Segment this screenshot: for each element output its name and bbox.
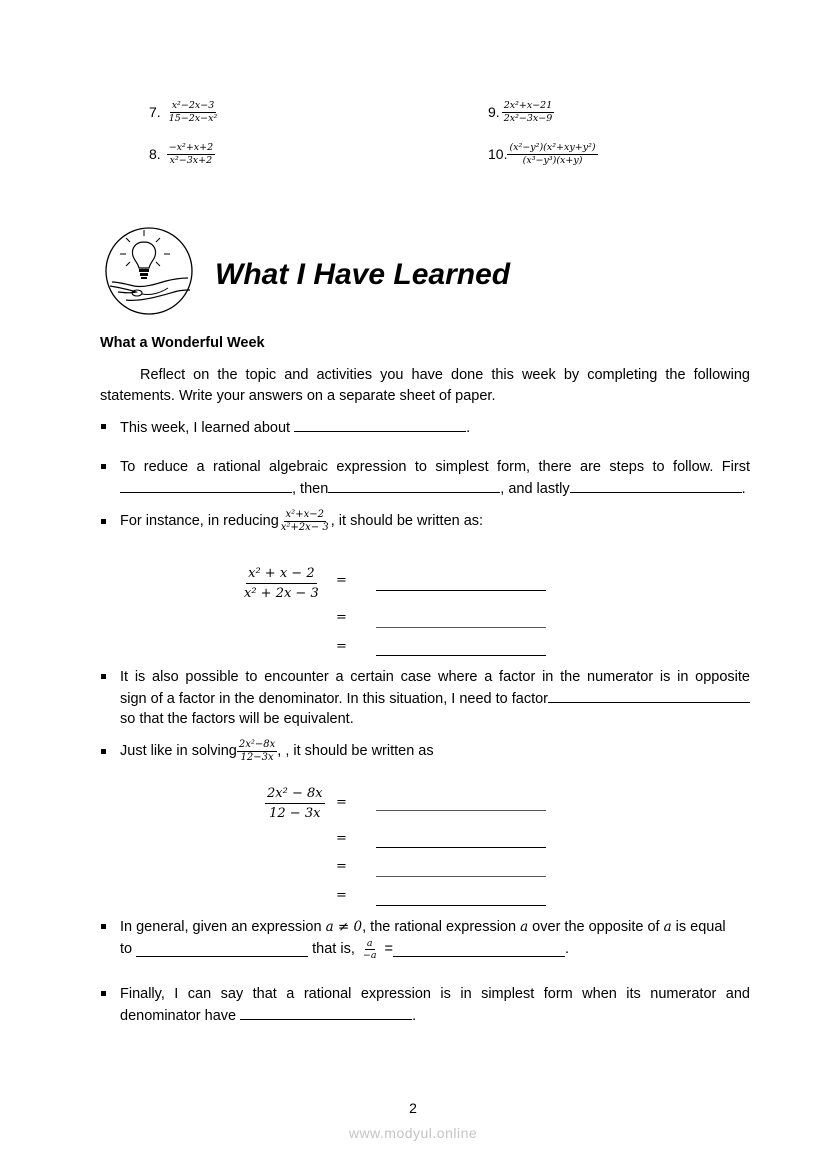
statement-text: so that the factors will be equivalent.: [120, 711, 354, 727]
answer-blank-then[interactable]: [328, 478, 500, 493]
numerator: x²+x−2: [285, 509, 324, 520]
statement-6: [100, 917, 750, 961]
denominator: 15−2x−x²: [168, 112, 218, 124]
bullet-icon: [101, 924, 106, 929]
numerator: x² + x − 2: [246, 567, 316, 584]
math-variable: a: [520, 919, 529, 935]
equals-sign: =: [336, 859, 347, 874]
denominator: 2x²−3x−9: [503, 112, 553, 124]
denominator: x² + 2x − 3: [244, 586, 319, 601]
statement-text: sign of a factor in the denominator. In this situation, I need to factor: [120, 690, 549, 707]
equals-sign: =: [336, 639, 347, 654]
work-fraction-1: [242, 567, 321, 600]
activity-instructions: Reflect on the topic and activities you have done this week by completing the following statements. Write your answers on a separate sheet of paper.: [100, 367, 750, 404]
bullet-icon: [101, 991, 106, 996]
statement-text: , the rational expression: [362, 919, 521, 935]
problem-7: [149, 101, 219, 123]
statement-text: .: [466, 420, 471, 436]
bullet-icon: [101, 749, 106, 754]
statement-text: is equal: [671, 919, 726, 935]
math-condition: a ≠ 0: [325, 919, 363, 935]
denominator: x²+2x− 3: [280, 522, 329, 533]
statement-text: To reduce a rational algebraic expression to simplest form, there are steps to follow. First: [120, 459, 750, 475]
statement-text: that is,: [308, 941, 359, 958]
numerator: 2x²+x−21: [503, 100, 553, 111]
statement-text: , , it should be written as: [277, 743, 434, 760]
numerator: x²−2x−3: [171, 100, 215, 111]
statement-1: [100, 417, 750, 439]
problem-fraction: [167, 101, 220, 123]
numerator: 2x²−8x: [238, 739, 276, 750]
statement-text: over the opposite of: [528, 919, 664, 935]
problem-number: 8.: [149, 146, 161, 162]
bullet-icon: [101, 424, 106, 429]
problem-9: [488, 101, 554, 123]
section-title: What I Have Learned: [215, 258, 511, 291]
statement-text: Finally, I can say that a rational expression is in simplest form when its numerator and: [120, 986, 750, 1002]
answer-blank-lastly[interactable]: [570, 478, 742, 493]
equals-sign: =: [336, 888, 347, 903]
statement-text: , then: [292, 480, 329, 497]
problem-fraction: [167, 143, 215, 165]
statement-text: It is also possible to encounter a certain case where a factor in the numerator is in opposite: [120, 669, 750, 685]
lightbulb-in-hand-icon: [104, 226, 194, 316]
statement-text: to: [120, 941, 137, 958]
statement-text: For instance, in reducing: [120, 513, 279, 530]
denominator: −a: [362, 950, 377, 961]
answer-blank[interactable]: [294, 417, 466, 432]
denominator: 12−3x: [240, 752, 274, 763]
denominator: (x³−y³)(x+y): [522, 154, 583, 166]
statement-text: Just like in solving: [120, 743, 237, 760]
numerator: −x²+x+2: [168, 142, 214, 153]
numerator: a: [366, 937, 373, 949]
answer-line[interactable]: [376, 847, 546, 848]
answer-blank-first[interactable]: [120, 478, 292, 493]
problem-fraction: [507, 143, 597, 165]
statement-text: .: [741, 480, 746, 497]
answer-line[interactable]: [376, 627, 546, 628]
bullet-icon: [101, 464, 106, 469]
problem-fraction: [502, 101, 555, 123]
statement-4: [100, 667, 750, 730]
problem-10: [488, 143, 598, 165]
watermark: www.modyul.online: [348, 1125, 478, 1141]
statement-text: , it should be written as:: [330, 513, 484, 530]
statement-text: .: [412, 1007, 417, 1024]
problem-number: 9.: [488, 104, 500, 120]
example-fraction: [279, 510, 331, 533]
work-fraction-2: [265, 787, 325, 820]
statement-5: [100, 740, 750, 763]
equals-sign: =: [380, 941, 394, 958]
bullet-icon: [101, 519, 106, 524]
answer-blank[interactable]: [136, 942, 308, 957]
answer-blank[interactable]: [240, 1005, 412, 1020]
math-variable: a: [663, 919, 672, 935]
activity-title: What a Wonderful Week: [100, 335, 265, 351]
example-fraction: [237, 740, 277, 763]
numerator: (x²−y²)(x²+xy+y²): [509, 142, 596, 153]
statement-3: [100, 510, 750, 533]
statement-2: [100, 457, 750, 499]
equals-sign: =: [336, 795, 347, 810]
statement-text: In general, given an expression: [120, 919, 326, 935]
answer-line[interactable]: [376, 590, 546, 591]
problem-number: 7.: [149, 104, 161, 120]
equals-sign: =: [336, 610, 347, 625]
problem-8: [149, 143, 215, 165]
page-number: 2: [409, 1100, 417, 1116]
statement-7: [100, 984, 750, 1026]
statement-text: .: [565, 941, 570, 958]
denominator: 12 − 3x: [269, 806, 321, 821]
denominator: x²−3x+2: [169, 154, 213, 166]
statement-text: denominator have: [120, 1007, 241, 1024]
statement-text: This week, I learned about: [120, 420, 295, 436]
numerator: 2x² − 8x: [265, 787, 325, 804]
answer-blank[interactable]: [548, 688, 750, 703]
answer-line[interactable]: [376, 876, 546, 877]
problem-number: 10.: [488, 146, 508, 162]
equals-sign: =: [336, 831, 347, 846]
answer-blank[interactable]: [393, 942, 565, 957]
a-over-neg-a-fraction: [361, 939, 379, 961]
bullet-icon: [101, 674, 106, 679]
answer-line[interactable]: [376, 905, 546, 906]
answer-line[interactable]: [376, 655, 546, 656]
statement-text: , and lastly: [500, 480, 570, 497]
answer-line[interactable]: [376, 810, 546, 811]
equals-sign: =: [336, 573, 347, 588]
